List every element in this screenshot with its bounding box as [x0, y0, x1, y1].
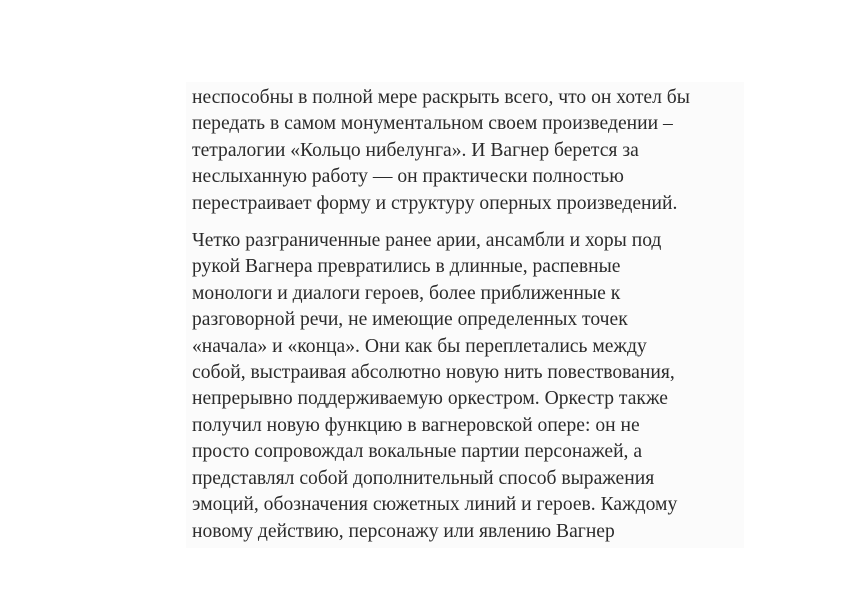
text-line: разговорной речи, не имеющие определенных точек [192, 309, 628, 331]
text-line: «начала» и «конца». Они как бы переплетались между [192, 335, 647, 357]
text-line: непрерывно поддерживаемую оркестром. Оркестр также [192, 388, 668, 410]
text-line: монологи и диалоги героев, более приближенные к [192, 282, 621, 304]
paragraph-2 [186, 228, 744, 545]
text-line: Четко разграниченные ранее арии, ансамбли и хоры под [192, 230, 662, 252]
document-text-block [186, 82, 744, 548]
text-line: представлял собой дополнительный способ выражения [192, 467, 655, 489]
text-line: перестраивает форму и структуру оперных произведений. [192, 192, 678, 214]
text-line: тетралогии «Кольцо нибелунга». И Вагнер берется за [192, 139, 639, 161]
text-line: собой, выстраивая абсолютно новую нить повествования, [192, 362, 675, 384]
text-line: эмоций, обозначения сюжетных линий и героев. Каждому [192, 494, 678, 516]
text-line: получил новую функцию в вагнеровской опере: он не [192, 414, 640, 436]
text-line: неспособны в полной мере раскрыть всего, что он хотел бы [192, 87, 690, 108]
text-line: просто сопровождал вокальные партии персонажей, а [192, 441, 643, 463]
text-line: рукой Вагнера превратились в длинные, распевные [192, 256, 621, 278]
text-line: передать в самом монументальном своем произведении – [192, 113, 673, 135]
text-line: новому действию, персонажу или явлению Вагнер [192, 520, 615, 542]
paragraph-1 [186, 85, 744, 217]
text-line: неслыханную работу — он практически полностью [192, 166, 624, 188]
